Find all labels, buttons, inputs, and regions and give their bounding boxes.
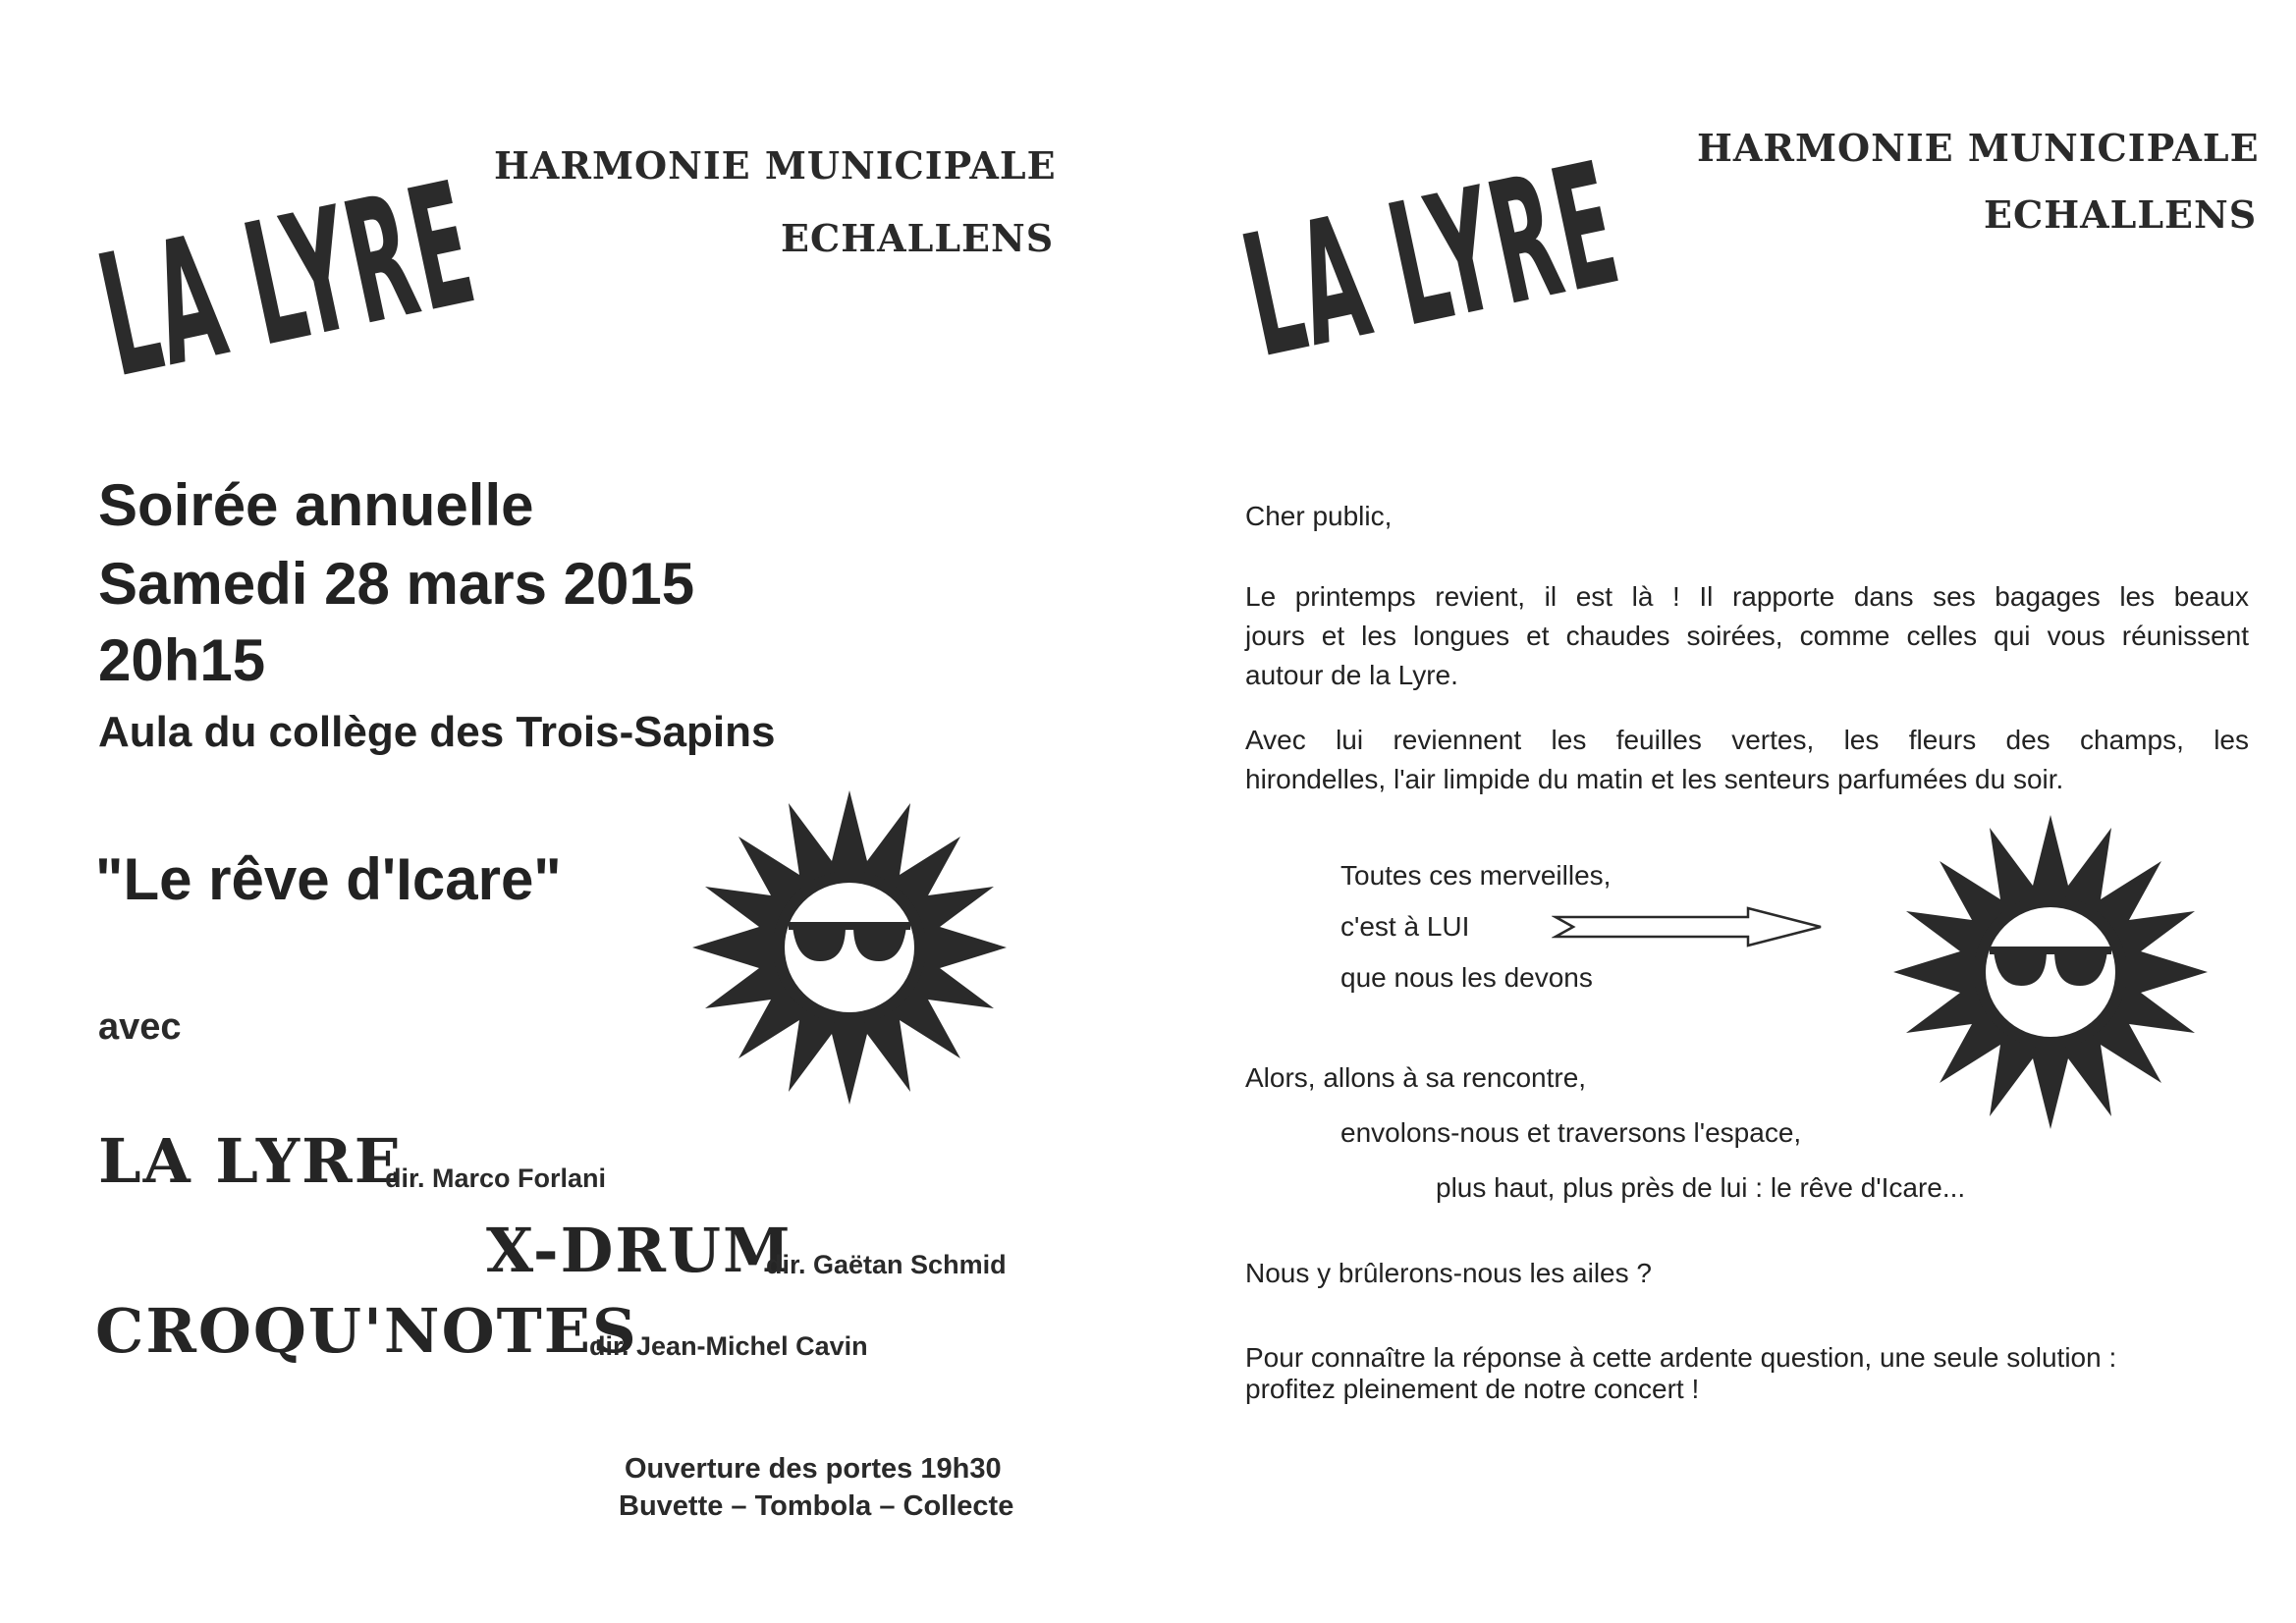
- closing-line: profitez pleinement de notre concert !: [1245, 1374, 1700, 1404]
- with-label: avec: [98, 1006, 182, 1048]
- paragraph-2-line: hirondelles, l'air limpide du matin et les senteurs parfumées du soir.: [1245, 764, 2064, 794]
- verse-line: envolons-nous et traversons l'espace,: [1340, 1117, 1802, 1148]
- paragraph-2: [1245, 721, 2249, 799]
- show-title: "Le rêve d'Icare": [95, 846, 562, 912]
- poem-line: que nous les devons: [1340, 962, 1593, 993]
- verse-line: plus haut, plus près de lui : le rêve d'Icare...: [1436, 1172, 1966, 1203]
- band-director-croqu-notes: dir. Jean-Michel Cavin: [589, 1331, 868, 1361]
- question: Nous y brûlerons-nous les ailes ?: [1245, 1258, 1652, 1288]
- paragraph-1-line: jours et les longues et chaudes soirées, comme celles qui vous réunissent: [1245, 621, 2249, 651]
- event-venue: Aula du collège des Trois-Sapins: [98, 708, 776, 756]
- paragraph-1-line: autour de la Lyre.: [1245, 660, 1458, 690]
- closing-line: Pour connaître la réponse à cette ardente question, une seule solution :: [1245, 1342, 2117, 1373]
- paragraph-1-line: Le printemps revient, il est là ! Il rapporte dans ses bagages les beaux: [1245, 581, 2249, 612]
- band-name-croqu-notes: CROQU'NOTES: [95, 1295, 638, 1367]
- org-name-line1: HARMONIE MUNICIPALE: [1697, 126, 2260, 170]
- verse-line: Alors, allons à sa rencontre,: [1245, 1062, 1587, 1093]
- band-director-la-lyre: dir. Marco Forlani: [385, 1163, 607, 1193]
- band-director-x-drum: dir. Gaëtan Schmid: [766, 1250, 1007, 1279]
- doors-opening: Ouverture des portes 19h30: [625, 1453, 1002, 1485]
- org-name-line1: HARMONIE MUNICIPALE: [494, 143, 1057, 188]
- la-lyre-logo: LA LYRE: [84, 145, 491, 416]
- sun-with-sunglasses-icon: [1893, 815, 2208, 1129]
- event-title: Soirée annuelle: [98, 472, 534, 538]
- event-time: 20h15: [98, 627, 266, 693]
- band-name-x-drum: X-DRUM: [486, 1215, 793, 1286]
- org-name-line2: ECHALLENS: [1984, 192, 2258, 237]
- greeting: Cher public,: [1245, 501, 1393, 531]
- poem-line: Toutes ces merveilles,: [1340, 860, 1612, 891]
- paragraph-2-line: Avec lui reviennent les feuilles vertes, les fleurs des champs, les: [1245, 725, 2249, 755]
- sun-with-sunglasses-icon: [692, 790, 1007, 1105]
- event-date: Samedi 28 mars 2015: [98, 551, 695, 617]
- paragraph-1: [1245, 577, 2249, 695]
- la-lyre-logo: LA LYRE: [1229, 126, 1635, 397]
- poem-line: c'est à LUI: [1340, 911, 1470, 942]
- band-name-la-lyre: LA LYRE: [98, 1125, 403, 1197]
- org-name-line2: ECHALLENS: [781, 216, 1055, 260]
- extras-line: Buvette – Tombola – Collecte: [619, 1490, 1014, 1522]
- arrow-right-icon: [1552, 905, 1827, 948]
